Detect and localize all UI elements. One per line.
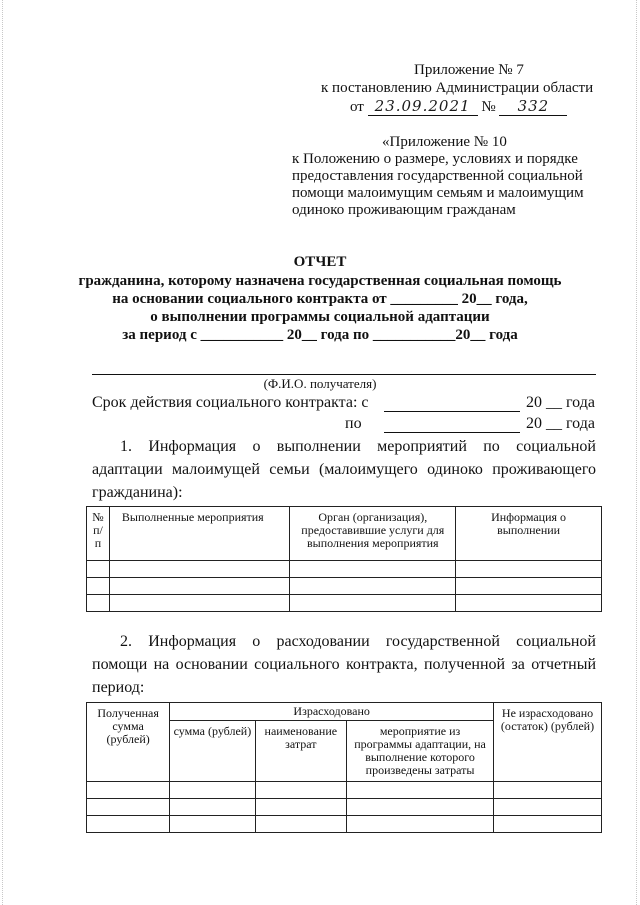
section1-line3: гражданина):	[92, 484, 183, 501]
table2-header-not-spent: Не израсходовано (остаток) (рублей)	[494, 703, 602, 782]
section2-line2: помощи на основании социального контракта, полученной за отчетный	[92, 656, 596, 673]
page-edge-right	[636, 0, 638, 905]
report-subtitle-1: гражданина, которому назначена государственная социальная помощь	[78, 273, 562, 289]
table1-activities	[86, 506, 602, 612]
appendix-old-line3: предоставления государственной социальной	[292, 168, 583, 184]
contract-term-label: Срок действия социального контракта: с	[92, 394, 369, 411]
table1-header-org: Орган (организация), предоставившие услуги для выполнения мероприятия	[290, 507, 456, 561]
contract-start-line	[384, 411, 520, 412]
appendix-line1: Приложение № 7	[414, 62, 524, 78]
table1-header-num: № п/п	[87, 507, 110, 561]
handwritten-number: 332	[499, 97, 567, 116]
table2-row	[87, 799, 602, 816]
table2-header-spent: Израсходовано	[170, 703, 494, 721]
table2-header-cost-name: наименование затрат	[255, 721, 346, 782]
appendix-old-line2: к Положению о размере, условиях и порядке	[292, 151, 578, 167]
report-subtitle-3: о выполнении программы социальной адаптации	[150, 309, 490, 325]
report-title: ОТЧЕТ	[293, 254, 347, 270]
table1-row	[87, 561, 602, 578]
table2-row	[87, 782, 602, 799]
section2-line1: 2. Информация о расходовании государственной социальной	[120, 633, 596, 650]
appendix-old-line5: одиноко проживающим гражданам	[292, 202, 516, 218]
handwritten-date: 23.09.2021	[368, 97, 478, 116]
contract-end-line	[384, 432, 520, 433]
table1-header-activities: Выполненные мероприятия	[109, 507, 289, 561]
table1-row	[87, 578, 602, 595]
appendix-old-line4: помощи малоимущим семьям и малоимущим	[292, 185, 584, 201]
appendix-line2: к постановлению Администрации области	[321, 80, 594, 96]
page-edge-left	[2, 0, 4, 905]
report-subtitle-4: за период с ___________ 20__ года по ___________20__ года	[122, 327, 518, 343]
contract-end-year: 20 __ года	[526, 415, 595, 432]
number-label: №	[481, 99, 496, 115]
table2-header-received: Полученная сумма (рублей)	[87, 703, 170, 782]
table1-row	[87, 595, 602, 612]
table2-header-amount: сумма (рублей)	[170, 721, 255, 782]
table2-row	[87, 816, 602, 833]
table2-expenses	[86, 702, 602, 833]
appendix-old-line1: «Приложение № 10	[382, 134, 507, 150]
report-subtitle-2: на основании социального контракта от _________ 20__ года,	[112, 291, 528, 307]
contract-start-year: 20 __ года	[526, 394, 595, 411]
from-label: от	[350, 99, 364, 115]
section1-line2: адаптации малоимущей семьи (малоимущего одиноко проживающего	[92, 461, 596, 478]
section2-line3: период:	[92, 679, 145, 696]
table2-header-activity: мероприятие из программы адаптации, на выполнение которого произведены затраты	[347, 721, 494, 782]
table1-header-info: Информация о выполнении	[456, 507, 602, 561]
recipient-name-line	[92, 374, 596, 375]
appendix-date-line	[350, 97, 567, 116]
section1-line1: 1. Информация о выполнении мероприятий по социальной	[120, 438, 596, 455]
recipient-caption: (Ф.И.О. получателя)	[263, 376, 377, 391]
contract-po-label: по	[345, 415, 362, 432]
